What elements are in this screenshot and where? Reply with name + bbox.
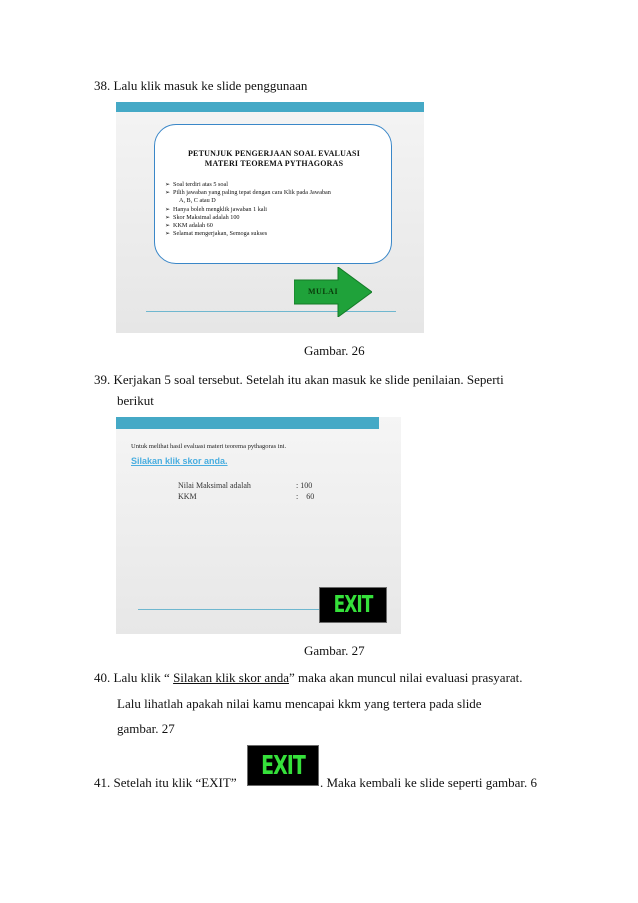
item-39 — [94, 372, 504, 388]
item-text-post: ” maka akan muncul nilai evaluasi prasyarat. — [288, 670, 523, 685]
item-39-cont: berikut — [117, 393, 154, 408]
list-item: ➢ Hanya boleh mengklik jawaban 1 kali — [165, 206, 389, 214]
item-38 — [94, 78, 307, 94]
exit-button[interactable] — [319, 587, 387, 623]
row-label-nilai: Nilai Maksimal adalah — [178, 481, 251, 490]
row-value-nilai: : 100 — [296, 481, 313, 490]
item-40-cont1: Lalu lihatlah apakah nilai kamu mencapai kkm yang tertera pada slide — [117, 696, 482, 711]
slide-top-bar — [116, 102, 424, 112]
exit-inline-label: EXIT — [261, 750, 305, 781]
figure-caption-26: Gambar. 26 — [304, 343, 365, 358]
item-40 — [94, 670, 523, 686]
mulai-button-label[interactable]: MULAI — [308, 287, 339, 296]
item-text-link: Silakan klik skor anda — [173, 670, 289, 685]
list-item: ➢ Pilih jawaban yang paling tepat dengan cara Klik pada Jawaban — [165, 189, 389, 197]
list-item: ➢ Selamat mengerjakan, Semoga sukses — [165, 230, 389, 238]
item-40-cont2: gambar. 27 — [117, 721, 175, 736]
list-item: A, B, C atau D — [179, 197, 216, 205]
item-text-pre: Setelah itu klik “EXIT” — [113, 775, 237, 790]
skor-link[interactable]: Silakan klik skor anda. — [131, 456, 228, 466]
slide-penilaian — [116, 417, 401, 634]
item-text-pre: Lalu klik “ — [113, 670, 174, 685]
item-text: Kerjakan 5 soal tersebut. Setelah itu akan masuk ke slide penilaian. Seperti — [113, 372, 504, 387]
item-number: 39. — [94, 372, 111, 387]
exit-inline-button — [247, 745, 319, 786]
slide-top-bar — [116, 417, 379, 429]
list-item: ➢ Soal terdiri atas 5 soal — [165, 181, 389, 189]
instructions-list — [165, 181, 389, 238]
instructions-title-line2: MATERI TEOREMA PYTHAGORAS — [204, 159, 344, 168]
slide-intro-text: Untuk melihat hasil evaluasi materi teorema pythagoras ini. — [131, 443, 287, 450]
list-item: ➢ KKM adalah 60 — [165, 222, 389, 230]
item-41-cont: . Maka kembali ke slide seperti gambar. 6 — [320, 775, 537, 790]
instructions-box — [154, 124, 392, 264]
row-label-kkm: KKM — [178, 492, 197, 501]
instructions-title-line1: PETUNJUK PENGERJAAN SOAL EVALUASI — [187, 149, 361, 158]
slide-petunjuk — [116, 102, 424, 333]
figure-caption-27: Gambar. 27 — [304, 643, 365, 658]
list-item: ➢ Skor Maksimal adalah 100 — [165, 214, 389, 222]
item-number: 41. — [94, 775, 111, 790]
exit-label: EXIT — [333, 591, 373, 619]
item-number: 38. — [94, 78, 111, 93]
row-value-kkm: : 60 — [296, 492, 315, 501]
item-41 — [94, 775, 237, 791]
item-text: Lalu klik masuk ke slide penggunaan — [113, 78, 308, 93]
item-number: 40. — [94, 670, 111, 685]
